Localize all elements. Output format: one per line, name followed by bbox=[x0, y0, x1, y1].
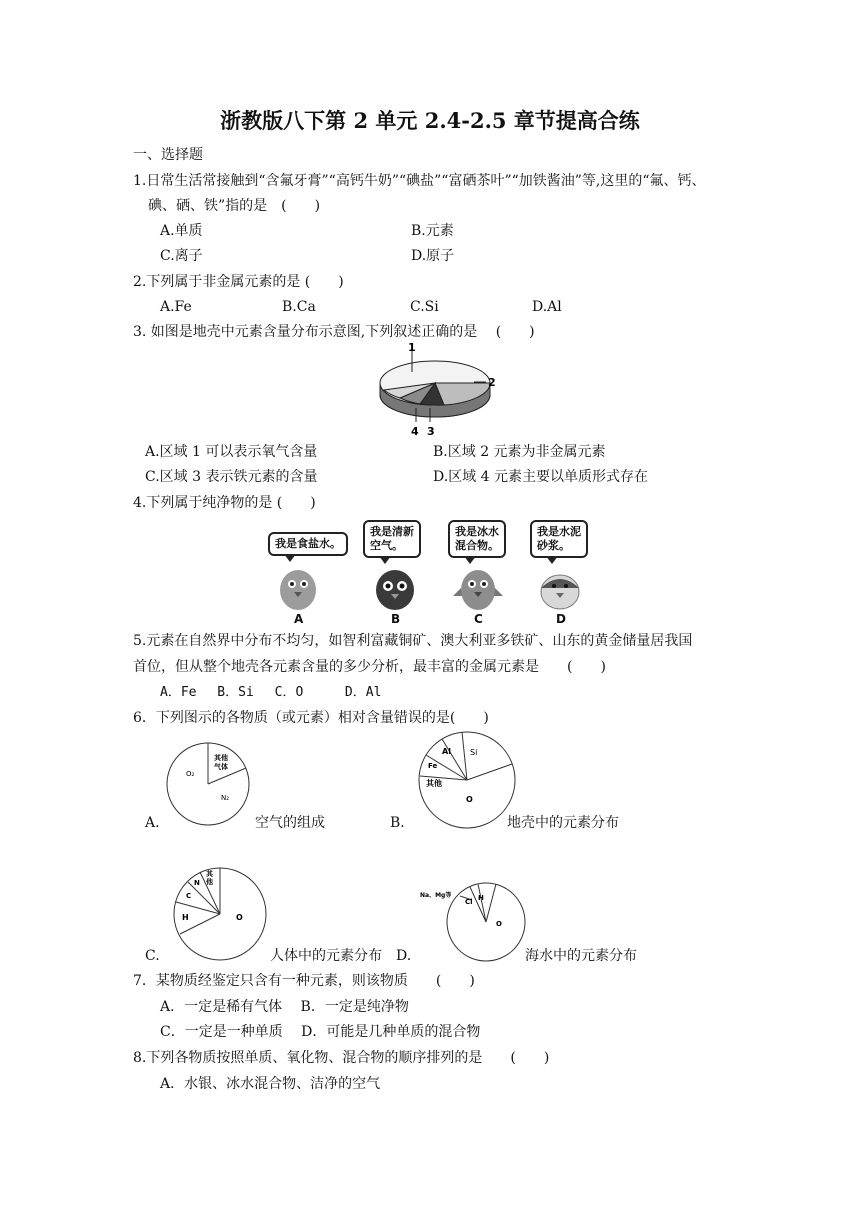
q6-a-other: 其他 bbox=[214, 754, 228, 762]
q6-option-c-caption: 人体中的元素分布 bbox=[270, 948, 382, 964]
q6-b-al: Al bbox=[442, 747, 451, 756]
q6-b-si: Si bbox=[470, 748, 478, 757]
q6-pie-body bbox=[168, 862, 272, 962]
q6-d-na-mg: Na、Mg等 bbox=[420, 892, 452, 899]
q3-option-a: A.区域 1 可以表示氧气含量 bbox=[145, 444, 318, 460]
q4-bubble-b-line2: 空气。 bbox=[370, 539, 403, 552]
q6-b-fe: Fe bbox=[428, 762, 438, 770]
q2-option-a: A.Fe bbox=[160, 299, 192, 315]
q6-option-d-caption: 海水中的元素分布 bbox=[525, 948, 637, 964]
q1-stem-line1: 1.日常生活常接触到“含氟牙膏”“高钙牛奶”“碘盐”“富硒茶叶”“加铁酱油”等,这里的“氟、钙、 bbox=[133, 173, 706, 189]
q7-stem: 7．某物质经鉴定只含有一种元素，则该物质 ( ) bbox=[133, 973, 475, 989]
bird-c-icon bbox=[453, 570, 503, 610]
q4-stem: 4.下列属于纯净物的是 ( ) bbox=[133, 495, 316, 511]
q2-option-d: D.Al bbox=[532, 299, 562, 315]
q3-option-b: B.区域 2 元素为非金属元素 bbox=[433, 444, 606, 460]
q5-options: A．Fe B．Si C．O D．Al bbox=[160, 685, 382, 700]
q3-stem: 3. 如图是地壳中元素含量分布示意图,下列叙述正确的是 ( ) bbox=[133, 324, 535, 340]
q6-a-o2: O₂ bbox=[186, 770, 195, 778]
q4-letter-c: C bbox=[474, 612, 483, 626]
q6-pie-seawater bbox=[420, 880, 530, 966]
q8-stem: 8.下列各物质按照单质、氧化物、混合物的顺序排列的是 ( ) bbox=[133, 1050, 550, 1066]
q1-stem-line2: 碘、硒、铁”指的是 ( ) bbox=[148, 198, 321, 214]
q6-pie-air bbox=[160, 740, 260, 830]
q6-c-other-2: 他 bbox=[206, 878, 213, 886]
q3-label-4: 4 bbox=[411, 425, 419, 438]
q1-option-c: C.离子 bbox=[160, 248, 203, 264]
q2-stem: 2.下列属于非金属元素的是 ( ) bbox=[133, 274, 344, 290]
q4-bubble-d bbox=[530, 520, 588, 558]
q1-option-d: D.原子 bbox=[411, 248, 455, 264]
q7-options-line1: A．一定是稀有气体 B．一定是纯净物 bbox=[160, 999, 409, 1015]
q6-option-a-caption: 空气的组成 bbox=[255, 815, 325, 831]
q6-c-o: O bbox=[236, 913, 243, 922]
q6-option-b-label: B. bbox=[390, 815, 405, 831]
q4-bubble-d-line1: 我是水泥 bbox=[537, 525, 581, 538]
q6-option-a-label: A. bbox=[145, 815, 160, 831]
q6-option-c-label: C. bbox=[145, 948, 160, 964]
q4-letter-d: D bbox=[556, 612, 566, 626]
q6-b-o: O bbox=[466, 795, 473, 804]
q6-d-cl: Cl bbox=[465, 898, 473, 906]
q1-option-a: A.单质 bbox=[160, 223, 203, 239]
q4-bubble-a bbox=[268, 532, 348, 556]
q4-bubble-b-line1: 我是清新 bbox=[370, 525, 414, 538]
bird-a-icon bbox=[280, 570, 316, 610]
q6-pie-crust bbox=[412, 730, 522, 830]
q4-bubble-b bbox=[363, 520, 421, 558]
q4-bubble-c-line1: 我是冰水 bbox=[455, 525, 499, 538]
q3-label-3: 3 bbox=[427, 425, 435, 438]
q4-letter-a: A bbox=[294, 612, 304, 626]
section-heading: 一、选择题 bbox=[133, 147, 203, 163]
q4-bubble-c-line2: 混合物。 bbox=[455, 539, 499, 552]
q6-option-b-caption: 地壳中的元素分布 bbox=[507, 815, 619, 831]
q3-option-c: C.区域 3 表示铁元素的含量 bbox=[145, 469, 318, 485]
q6-b-other: 其他 bbox=[426, 779, 442, 788]
q5-stem-line2: 首位，但从整个地壳各元素含量的多少分析，最丰富的金属元素是 ( ) bbox=[133, 659, 606, 675]
q6-a-gas: 气体 bbox=[214, 763, 228, 771]
q6-d-h: H bbox=[478, 894, 484, 902]
q4-bubble-a-text: 我是食盐水。 bbox=[275, 537, 341, 550]
q4-bubble-d-line2: 砂浆。 bbox=[537, 539, 570, 552]
q3-label-2: 2 bbox=[488, 376, 496, 389]
q6-c-n: N bbox=[194, 879, 200, 887]
q6-c-other-1: 其 bbox=[206, 870, 213, 878]
q4-bubble-c bbox=[448, 520, 506, 558]
q6-option-d-label: D. bbox=[396, 948, 412, 964]
q5-stem-line1: 5.元素在自然界中分布不均匀，如智利富藏铜矿、澳大利亚多铁矿、山东的黄金储量居我国 bbox=[133, 633, 693, 649]
q6-a-n2: N₂ bbox=[221, 794, 230, 802]
q7-options-line2: C．一定是一种单质 D．可能是几种单质的混合物 bbox=[160, 1024, 481, 1040]
q3-option-d: D.区域 4 元素主要以单质形式存在 bbox=[433, 469, 648, 485]
page-title: 浙教版八下第 2 单元 2.4-2.5 章节提高合练 bbox=[220, 108, 640, 133]
q6-c-c: C bbox=[186, 892, 192, 900]
q6-d-o: O bbox=[496, 920, 502, 928]
q2-option-c: C.Si bbox=[410, 299, 439, 315]
q3-crust-pie-figure bbox=[370, 340, 500, 440]
q2-option-b: B.Ca bbox=[282, 299, 316, 315]
bird-d-icon bbox=[541, 575, 579, 609]
q1-option-b: B.元素 bbox=[411, 223, 454, 239]
q6-c-h: H bbox=[182, 913, 189, 922]
q6-stem: 6．下列图示的各物质（或元素）相对含量错误的是( ) bbox=[133, 710, 489, 726]
q8-option-a: A．水银、冰水混合物、洁净的空气 bbox=[160, 1076, 381, 1092]
q4-letter-b: B bbox=[391, 612, 401, 626]
q3-label-1: 1 bbox=[408, 341, 416, 354]
q4-bird-illustrations bbox=[270, 566, 600, 614]
bird-b-icon bbox=[376, 570, 414, 610]
